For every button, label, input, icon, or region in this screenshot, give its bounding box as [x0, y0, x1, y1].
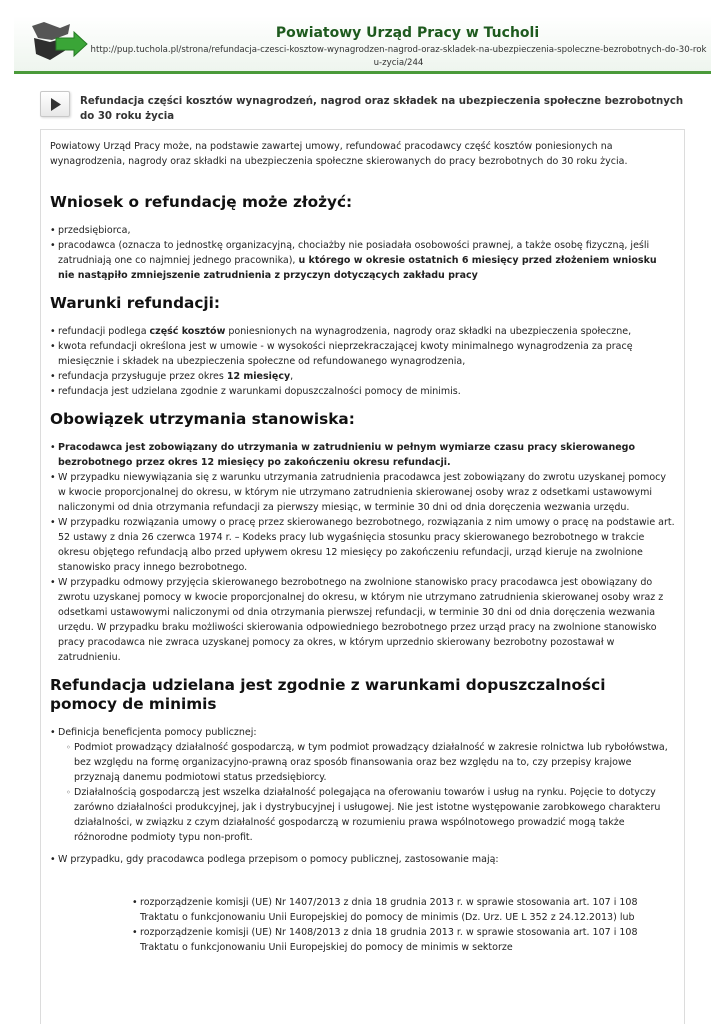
de-minimis-list	[50, 725, 675, 955]
site-title: Powiatowy Urząd Pracy w Tucholi	[275, 25, 540, 41]
section-heading-warunki: Warunki refundacji:	[50, 294, 221, 312]
article-content	[50, 139, 675, 966]
list-item: • W przypadku rozwiązania umowy o pracę przez skierowanego bezrobotnego, rozwiązania z nim umowy o pracę na podstawie art. 52 ustawy z dnia 26 czerwca 1974 r. – Kodeks pracy lub wygaśnięcia stosunku pracy skierowanego bezrobotnego w trakcie okresu objętego refundacją albo przed upływem okresu 12 miesięcy po zakończeniu refundacji, urząd kieruje na zwolnione stanowisko pracy innego bezrobotnego.	[50, 515, 675, 575]
list-item: • W przypadku niewywiązania się z warunku utrzymania zatrudnienia pracodawca jest zobowiązany do zwrotu uzyskanej pomocy w kwocie proporcjonalnej do okresu, w którym nie utrzymano zatrudnienia skierowanej osoby wraz z odsetkami ustawowymi naliczonymi od dnia otrzymania refundacji za pierwszy miesiąc, w terminie 30 dni od dnia doręczenia wezwania urzędu.	[50, 470, 675, 515]
logo-icon	[30, 20, 88, 64]
list-item: ◦ Działalnością gospodarczą jest wszelka działalność polegająca na oferowaniu towarów i usług na rynku. Pojęcie to dotyczy zarówno działalności produkcyjnej, jak i dystrybucyjnej i usługowej. Nie jest istotne występowanie zarobkowego charakteru działalności, w związku z czym działalność gospodarczą w rozumieniu prawa wspólnotowego prowadzić mogą także różnorodne podmioty typu non-profit.	[66, 785, 675, 845]
section-heading-de-minimis: Refundacja udzielana jest zgodnie z warunkami dopuszczalności pomocy de minimis	[50, 676, 606, 713]
list-item: • Pracodawca jest zobowiązany do utrzymania w zatrudnieniu w pełnym wymiarze czasu pracy skierowanego bezrobotnego przez okres 12 miesięcy po zakończeniu okresu refundacji.	[50, 440, 675, 470]
list-item: • przedsiębiorca,	[50, 223, 675, 238]
section-heading-wniosek: Wniosek o refundację może złożyć:	[50, 193, 353, 211]
obligations-list	[50, 440, 675, 665]
list-item: • W przypadku odmowy przyjęcia skierowanego bezrobotnego na zwolnione stanowisko pracy pracodawca jest obowiązany do zwrotu uzyskanej pomocy w kwocie proporcjonalnej do okresu, w którym nie utrzymano zatrudnienia skierowanej osoby wraz z odsetkami ustawowymi naliczonymi od dnia otrzymania pierwszej refundacji, w terminie 30 dni od dnia doręczenia wezwania urzędu. W przypadku braku możliwości skierowania odpowiedniego bezrobotnego przez urząd pracy na zwolnione stanowisko pracy pracodawca nie zwraca uzyskanej pomocy za okres, w którym uprzednio skierowany bezrobotny pozostawał w zatrudnieniu.	[50, 575, 675, 665]
list-item: • rozporządzenie komisji (UE) Nr 1408/2013 z dnia 18 grudnia 2013 r. w sprawie stosowania art. 107 i 108 Traktatu o funkcjonowaniu Unii Europejskiej do pomocy de minimis w sektorze	[132, 925, 675, 955]
article-title: Refundacja części kosztów wynagrodzeń, nagrod oraz składek na ubezpieczenia społeczne bezrobotnych do 30 roku życia	[80, 96, 684, 122]
list-item: ◦ Podmiot prowadzący działalność gospodarczą, w tym podmiot prowadzący działalność w zakresie rolnictwa lub rybołówstwa, bez względu na formę organizacyjno-prawną oraz sposób finansowania oraz bez względu na to, czy przepisy krajowe przyznają danemu podmiotowi status przedsiębiorcy.	[66, 740, 675, 785]
page-url[interactable]: http://pup.tuchola.pl/strona/refundacja-czesci-kosztow-wynagrodzen-nagrod-oraz-skladek-na-ubezpieczenia-spoleczne-bezrobotnych-do-30-roku-zycia/244	[90, 45, 707, 68]
definition-sublist	[66, 740, 675, 845]
section-heading-obowiazek: Obowiązek utrzymania stanowiska:	[50, 410, 355, 428]
list-item: • pracodawca (oznacza to jednostkę organizacyjną, chociażby nie posiadała osobowości prawnej, a także osobę fizyczną, jeśli zatrudniają one co najmniej jednego pracownika), u którego w okresie ostatnich 6 miesięcy przed złożeniem wniosku nie nastąpiło zmniejszenie zatrudnienia z przyczyn dotyczących zakładu pracy	[50, 238, 675, 283]
applicants-list	[50, 223, 675, 283]
list-item: • refundacji podlega część kosztów poniesnionych na wynagrodzenia, nagrody oraz składki na ubezpieczenia społeczne,	[50, 324, 675, 339]
article-header	[40, 89, 685, 129]
list-item: • rozporządzenie komisji (UE) Nr 1407/2013 z dnia 18 grudnia 2013 r. w sprawie stosowania art. 107 i 108 Traktatu o funkcjonowaniu Unii Europejskiej do pomocy de minimis (Dz. Urz. UE L 352 z 24.12.2013) lub	[132, 895, 675, 925]
play-arrow-icon	[50, 98, 62, 111]
list-item: • refundacja jest udzielana zgodnie z warunkami dopuszczalności pomocy de minimis.	[50, 384, 675, 399]
conditions-list	[50, 324, 675, 399]
regulations-sublist	[132, 895, 675, 955]
page-header	[14, 16, 711, 74]
intro-paragraph: Powiatowy Urząd Pracy może, na podstawie zawartej umowy, refundować pracodawcy część kosztów poniesionych na wynagrodzenia, nagrody oraz składki na ubezpieczenia społeczne skierowanych do pracy bezrobotnych do 30 roku życia.	[50, 141, 628, 167]
expand-button[interactable]	[40, 91, 70, 117]
list-item: • Definicja beneficjenta pomocy publicznej: ◦ Podmiot prowadzący działalność gospodarczą, w tym podmiot prowadzący działalność w zakresie rolnictwa lub rybołówstwa, bez względu na formę organizacyjno-prawną oraz sposób finansowania oraz bez względu na to, czy przepisy krajowe przyznają danemu podmiotowi status przedsiębiorcy. ◦ Działalnością gospodarczą jest wszelka działalność polegająca na oferowaniu towarów i usług na rynku. Pojęcie to dotyczy zarówno działalności produkcyjnej, jak i dystrybucyjnej i usługowej. Nie jest istotne występowanie zarobkowego charakteru działalności, w związku z czym działalność gospodarczą w rozumieniu prawa wspólnotowego prowadzić mogą także różnorodne podmioty typu non-profit.	[50, 725, 675, 845]
list-item: • refundacja przysługuje przez okres 12 miesięcy,	[50, 369, 675, 384]
list-item: • kwota refundacji określona jest w umowie - w wysokości nieprzekraczającej kwoty minimalnego wynagrodzenia za pracę miesięcznie i składek na ubezpieczenia społeczne od refundowanego wynagrodzenia,	[50, 339, 675, 369]
list-item: • W przypadku, gdy pracodawca podlega przepisom o pomocy publicznej, zastosowanie mają: • rozporządzenie komisji (UE) Nr 1407/2013 z dnia 18 grudnia 2013 r. w sprawie stosowania art. 107 i 108 Traktatu o funkcjonowaniu Unii Europejskiej do pomocy de minimis (Dz. Urz. UE L 352 z 24.12.2013) lub • rozporządzenie komisji (UE) Nr 1408/2013 z dnia 18 grudnia 2013 r. w sprawie stosowania art. 107 i 108 Traktatu o funkcjonowaniu Unii Europejskiej do pomocy de minimis w sektorze	[50, 852, 675, 955]
